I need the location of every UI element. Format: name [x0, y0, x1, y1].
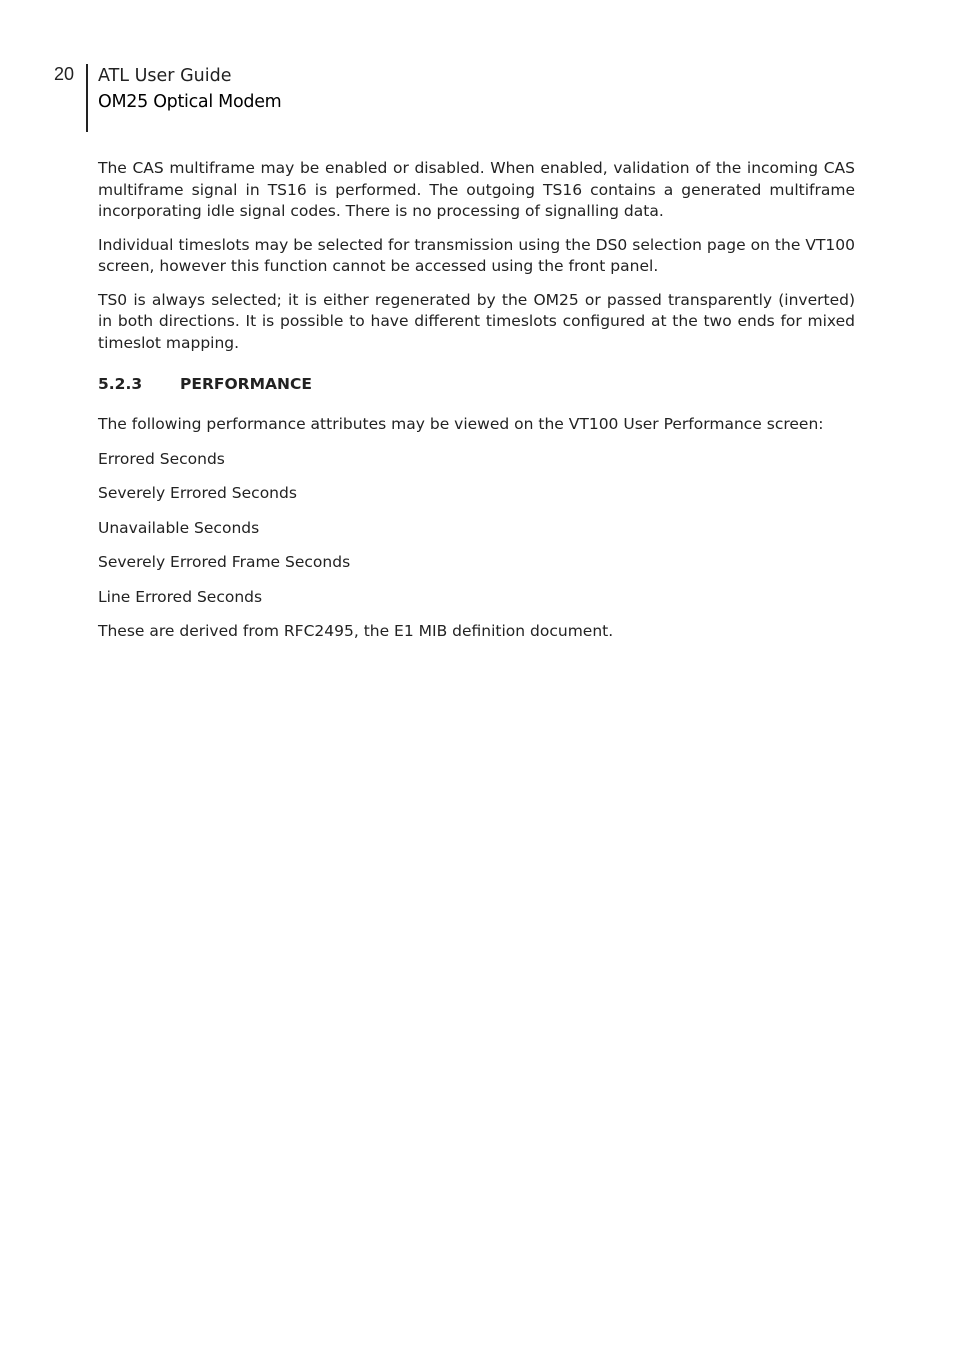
section-title: PERFORMANCE: [180, 375, 312, 393]
header-divider: [86, 64, 88, 132]
document-title: ATL User Guide: [98, 66, 232, 86]
paragraph: The CAS multiframe may be enabled or disabled. When enabled, validation of the incoming CAS multiframe signal in TS16 is performed. The outgoing TS16 contains a generated multiframe incorporating idle signal codes. There is no processing of signalling data.: [98, 159, 855, 220]
page-content: [98, 158, 855, 656]
attribute-item: Severely Errored Seconds: [98, 484, 297, 502]
document-subtitle: OM25 Optical Modem: [98, 92, 282, 112]
page-number: 20: [54, 64, 75, 84]
intro-paragraph: The following performance attributes may be viewed on the VT100 User Performance screen:: [98, 415, 824, 433]
section-number: 5.2.3: [98, 375, 143, 393]
attribute-item: Errored Seconds: [98, 449, 225, 468]
attribute-item: Severely Errored Frame Seconds: [98, 553, 351, 571]
paragraph: Individual timeslots may be selected for transmission using the DS0 selection page on the VT100 screen, however this function cannot be accessed using the front panel.: [98, 235, 855, 275]
closing-paragraph: These are derived from RFC2495, the E1 MIB definition document.: [98, 622, 614, 640]
attribute-item: Unavailable Seconds: [98, 518, 260, 537]
paragraph: TS0 is always selected; it is either regenerated by the OM25 or passed transparently (inverted) in both directions. It is possible to have different timeslots configured at the two ends for mixed timeslot mapping.: [98, 290, 855, 352]
section-heading: [98, 374, 855, 395]
attribute-item: Line Errored Seconds: [98, 587, 263, 606]
